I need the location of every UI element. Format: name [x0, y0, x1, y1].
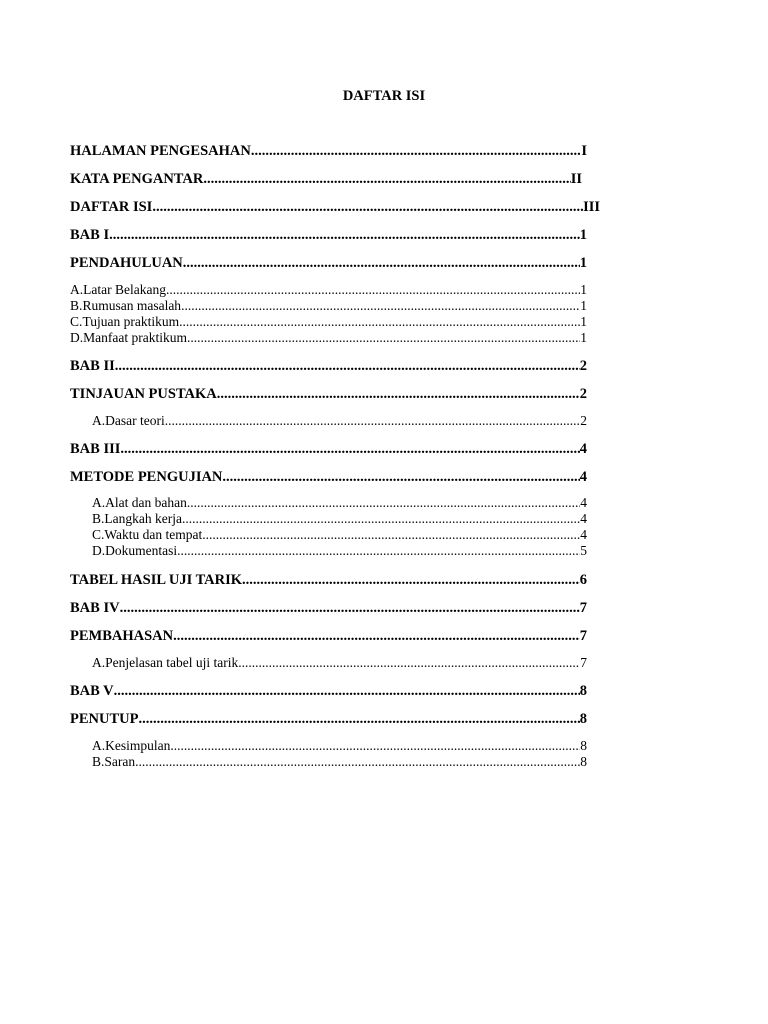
toc-entry [70, 357, 587, 375]
toc-entry-title: METODE PENGUJIAN [70, 469, 223, 485]
toc-entry [70, 198, 600, 216]
toc-entry [92, 542, 587, 560]
toc-entry [92, 654, 587, 672]
toc-entry-page-number: 2 [579, 386, 587, 402]
toc-entry-label: B. [92, 754, 105, 769]
toc-entry-page-number: I [581, 143, 587, 159]
toc-entry-title: PENDAHULUAN [70, 255, 183, 271]
toc-entry-title: Latar Belakang [83, 282, 166, 297]
toc-entry-title: Saran [104, 754, 136, 769]
toc-entry-title: Dokumentasi [105, 543, 178, 558]
toc-entry-page-number: 1 [580, 314, 587, 329]
toc-entry-label: A. [92, 495, 106, 510]
toc-entry-page-number: III [583, 199, 600, 215]
toc-entry-label: A. [92, 655, 106, 670]
toc-entry-page-number: 2 [580, 413, 587, 428]
toc-entry-page-number: 1 [579, 255, 587, 271]
toc-entry-title: PEMBAHASAN [70, 628, 174, 644]
toc-entry-label: C. [92, 527, 105, 542]
toc-entry-title: Kesimpulan [105, 738, 171, 753]
toc-entry-label: A. [70, 282, 84, 297]
toc-entry-title: Waktu dan tempat [104, 527, 203, 542]
toc-entry-page-number: 1 [580, 282, 587, 297]
toc-entry-label: D. [70, 330, 84, 345]
toc-entry [70, 440, 587, 458]
toc-entry [70, 468, 587, 486]
toc-entry-title: BAB IV [70, 600, 120, 616]
toc-dot-leader [222, 468, 579, 486]
toc-entry-label: C. [70, 314, 83, 329]
toc-dot-leader [138, 710, 579, 728]
toc-dot-leader [238, 654, 580, 672]
toc-dot-leader [251, 142, 581, 160]
toc-entry [70, 682, 587, 700]
toc-entry [70, 142, 587, 160]
toc-entry [70, 627, 587, 645]
toc-entry-page-number: 5 [580, 543, 587, 558]
toc-dot-leader [120, 599, 580, 617]
toc-entry-page-number: 8 [580, 754, 587, 769]
toc-entry-label: D. [92, 543, 106, 558]
toc-entry-page-number: 2 [579, 358, 587, 374]
toc-entry-title: BAB III [70, 441, 121, 457]
toc-entry [70, 385, 587, 403]
toc-entry-title: TABEL HASIL UJI TARIK [70, 572, 243, 588]
toc-entry-title: HALAMAN PENGESAHAN [70, 143, 251, 159]
toc-entry-title: TINJAUAN PUSTAKA [70, 386, 217, 402]
toc-entry-title: Dasar teori [105, 413, 165, 428]
toc-entry-title: Rumusan masalah [82, 298, 182, 313]
toc-dot-leader [177, 542, 580, 560]
toc-entry-page-number: 7 [579, 600, 587, 616]
toc-dot-leader [203, 170, 570, 188]
toc-entry-page-number: 7 [580, 655, 587, 670]
toc-dot-leader [109, 226, 580, 244]
toc-entry-page-number: 4 [579, 469, 587, 485]
toc-entry [70, 254, 587, 272]
toc-entry-page-number: 1 [579, 227, 587, 243]
toc-entry-title: BAB I [70, 227, 110, 243]
toc-dot-leader [183, 254, 580, 272]
toc-entry-page-number: II [570, 171, 582, 187]
toc-entry-page-number: 1 [580, 298, 587, 313]
toc-entry [92, 412, 587, 430]
toc-entry-title: BAB V [70, 683, 114, 699]
toc-dot-leader [173, 627, 580, 645]
toc-entry-title: Langkah kerja [104, 511, 182, 526]
toc-entry-label: A. [92, 413, 106, 428]
toc-entry-title: Tujuan praktikum [82, 314, 180, 329]
toc-entry-page-number: 6 [579, 572, 587, 588]
toc-entry-page-number: 8 [579, 711, 587, 727]
toc-entry-page-number: 8 [579, 683, 587, 699]
toc-entry [70, 710, 587, 728]
toc-dot-leader [152, 198, 583, 216]
toc-dot-leader [165, 412, 581, 430]
toc-entry-page-number: 8 [580, 738, 587, 753]
toc-entry-page-number: 4 [580, 495, 587, 510]
toc-entry [70, 329, 587, 347]
toc-entry-page-number: 4 [580, 527, 587, 542]
toc-entry-title: Penjelasan tabel uji tarik [105, 655, 239, 670]
toc-dot-leader [135, 753, 580, 771]
toc-entry [70, 571, 587, 589]
toc-entry-page-number: 7 [579, 628, 587, 644]
page-title: DAFTAR ISI [342, 88, 426, 104]
toc-entry [70, 599, 587, 617]
toc-entry-page-number: 4 [580, 511, 587, 526]
toc-entry-title: DAFTAR ISI [70, 199, 153, 215]
toc-dot-leader [187, 329, 580, 347]
toc-entry [70, 170, 582, 188]
toc-dot-leader [217, 385, 580, 403]
toc-entry-label: B. [70, 298, 83, 313]
toc-entry-title: Manfaat praktikum [83, 330, 187, 345]
toc-entry-page-number: 4 [579, 441, 587, 457]
toc-entry-label: A. [92, 738, 106, 753]
toc-entry-title: KATA PENGANTAR [70, 171, 204, 187]
toc-entry-label: B. [92, 511, 105, 526]
toc-entry-title: Alat dan bahan [105, 495, 187, 510]
toc-entry-page-number: 1 [580, 330, 587, 345]
toc-dot-leader [242, 571, 580, 589]
toc-entry-title: PENUTUP [70, 711, 139, 727]
toc-entry-title: BAB II [70, 358, 115, 374]
toc-entry [70, 226, 587, 244]
toc-entry [92, 753, 587, 771]
toc-dot-leader [115, 357, 580, 375]
toc-dot-leader [114, 682, 580, 700]
toc-dot-leader [120, 440, 579, 458]
